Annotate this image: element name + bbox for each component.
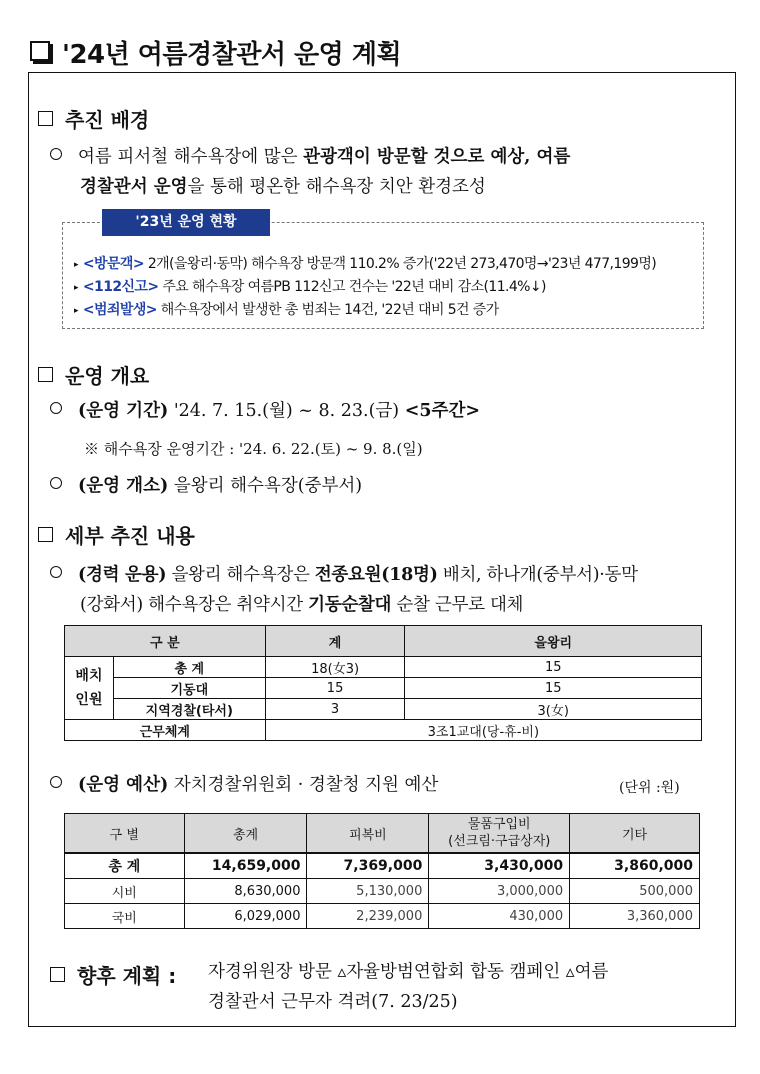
table-row — [65, 699, 702, 720]
table-row — [65, 853, 700, 879]
circle-bullet-icon — [50, 148, 62, 160]
status-bullet-visitors: ▸ <방문객> 2개(을왕리·동막) 해수욕장 방문객 110.2% 증가('22년 273,470명→'23년 477,199명) — [74, 256, 657, 272]
row-label: 지역경찰(타서) — [113, 699, 265, 720]
section-heading-future: 향후 계획 : — [50, 960, 176, 989]
circle-bullet-icon — [50, 402, 62, 414]
future-line-1: 자경위원장 방문 ▵자율방범연합회 합동 캠페인 ▵여름 — [208, 962, 609, 982]
overview-period: (운영 기간) '24. 7. 15.(월) ~ 8. 23.(금) <5주간> — [50, 396, 480, 426]
table-header-row — [65, 626, 702, 657]
work-value: 3조1교대(당-휴-비) — [265, 720, 701, 741]
header-goods: 물품구입비 (선크림·구급상자) — [429, 814, 570, 854]
overview-note: ※ 해수욕장 운영기간 : '24. 6. 22.(토) ~ 9. 8.(일) — [84, 440, 423, 458]
background-line-2: 경찰관서 운영을 통해 평온한 해수욕장 치안 환경조성 — [80, 177, 486, 197]
row-label: 기동대 — [113, 678, 265, 699]
status-tag: '23년 운영 현황 — [102, 209, 270, 236]
row-label: 국비 — [65, 904, 185, 929]
staff-line-1: (경력 운용) 을왕리 해수욕장은 전종요원(18명) 배치, 하나개(중부서)·동막 — [50, 560, 638, 590]
page-title-text: '24년 여름경찰관서 운영 계획 — [62, 40, 402, 70]
square-bullet-icon — [38, 367, 53, 382]
header-clothing: 피복비 — [307, 814, 429, 854]
triangle-bullet-icon: ▸ — [74, 260, 78, 270]
status-bullet-112: ▸ <112신고> 주요 해수욕장 여름PB 112신고 건수는 '22년 대비 감소(11.4%↓) — [74, 279, 546, 295]
row-total: 14,659,000 — [184, 853, 307, 879]
row-total: 8,630,000 — [184, 879, 307, 904]
checkbox-icon — [30, 41, 50, 61]
budget-line: (운영 예산) 자치경찰위원회 · 경찰청 지원 예산 — [50, 770, 438, 800]
background-line-1: 여름 피서철 해수욕장에 많은 관광객이 방문할 것으로 예상, 여름 — [50, 142, 570, 172]
row-eulwangni: 3(女) — [405, 699, 702, 720]
row-etc: 500,000 — [570, 879, 700, 904]
overview-site: (운영 개소) 을왕리 해수욕장(중부서) — [50, 471, 362, 501]
header-group: 구 별 — [65, 814, 185, 854]
circle-bullet-icon — [50, 477, 62, 489]
header-category: 구 분 — [65, 626, 266, 657]
table-header-row — [65, 814, 700, 854]
table-row — [65, 678, 702, 699]
row-clothing: 2,239,000 — [307, 904, 429, 929]
row-total: 15 — [265, 678, 405, 699]
square-bullet-icon — [38, 527, 53, 542]
circle-bullet-icon — [50, 776, 62, 788]
section-heading-details: 세부 추진 내용 — [38, 520, 195, 549]
staff-table — [64, 625, 702, 741]
header-eulwangni: 을왕리 — [405, 626, 702, 657]
row-label: 총 계 — [113, 657, 265, 678]
row-goods: 3,430,000 — [429, 853, 570, 879]
row-label: 시비 — [65, 879, 185, 904]
row-total: 18(女3) — [265, 657, 405, 678]
row-total: 6,029,000 — [184, 904, 307, 929]
work-label: 근무체계 — [65, 720, 266, 741]
triangle-bullet-icon: ▸ — [74, 306, 78, 316]
section-heading-overview: 운영 개요 — [38, 360, 149, 389]
row-eulwangni: 15 — [405, 678, 702, 699]
row-goods: 430,000 — [429, 904, 570, 929]
header-total: 총계 — [184, 814, 307, 854]
budget-table — [64, 813, 700, 929]
status-bullet-crime: ▸ <범죄발생> 해수욕장에서 발생한 총 범죄는 14건, '22년 대비 5건 증가 — [74, 302, 499, 318]
row-etc: 3,360,000 — [570, 904, 700, 929]
square-bullet-icon — [50, 967, 65, 982]
table-row — [65, 904, 700, 929]
deploy-group-label: 배치 인원 — [65, 657, 114, 720]
row-label: 총 계 — [65, 853, 185, 879]
section-heading-background: 추진 배경 — [38, 104, 149, 133]
staff-line-2: (강화서) 해수욕장은 취약시간 기동순찰대 순찰 근무로 대체 — [80, 595, 524, 615]
header-total: 계 — [265, 626, 405, 657]
row-total: 3 — [265, 699, 405, 720]
row-eulwangni: 15 — [405, 657, 702, 678]
page-title — [30, 34, 401, 71]
budget-unit: (단위 :원) — [619, 780, 680, 796]
table-row — [65, 879, 700, 904]
table-row — [65, 720, 702, 741]
row-goods: 3,000,000 — [429, 879, 570, 904]
future-line-2: 경찰관서 근무자 격려(7. 23/25) — [208, 992, 458, 1012]
square-bullet-icon — [38, 111, 53, 126]
header-etc: 기타 — [570, 814, 700, 854]
triangle-bullet-icon: ▸ — [74, 283, 78, 293]
row-clothing: 5,130,000 — [307, 879, 429, 904]
table-row — [65, 657, 702, 678]
row-etc: 3,860,000 — [570, 853, 700, 879]
row-clothing: 7,369,000 — [307, 853, 429, 879]
circle-bullet-icon — [50, 566, 62, 578]
